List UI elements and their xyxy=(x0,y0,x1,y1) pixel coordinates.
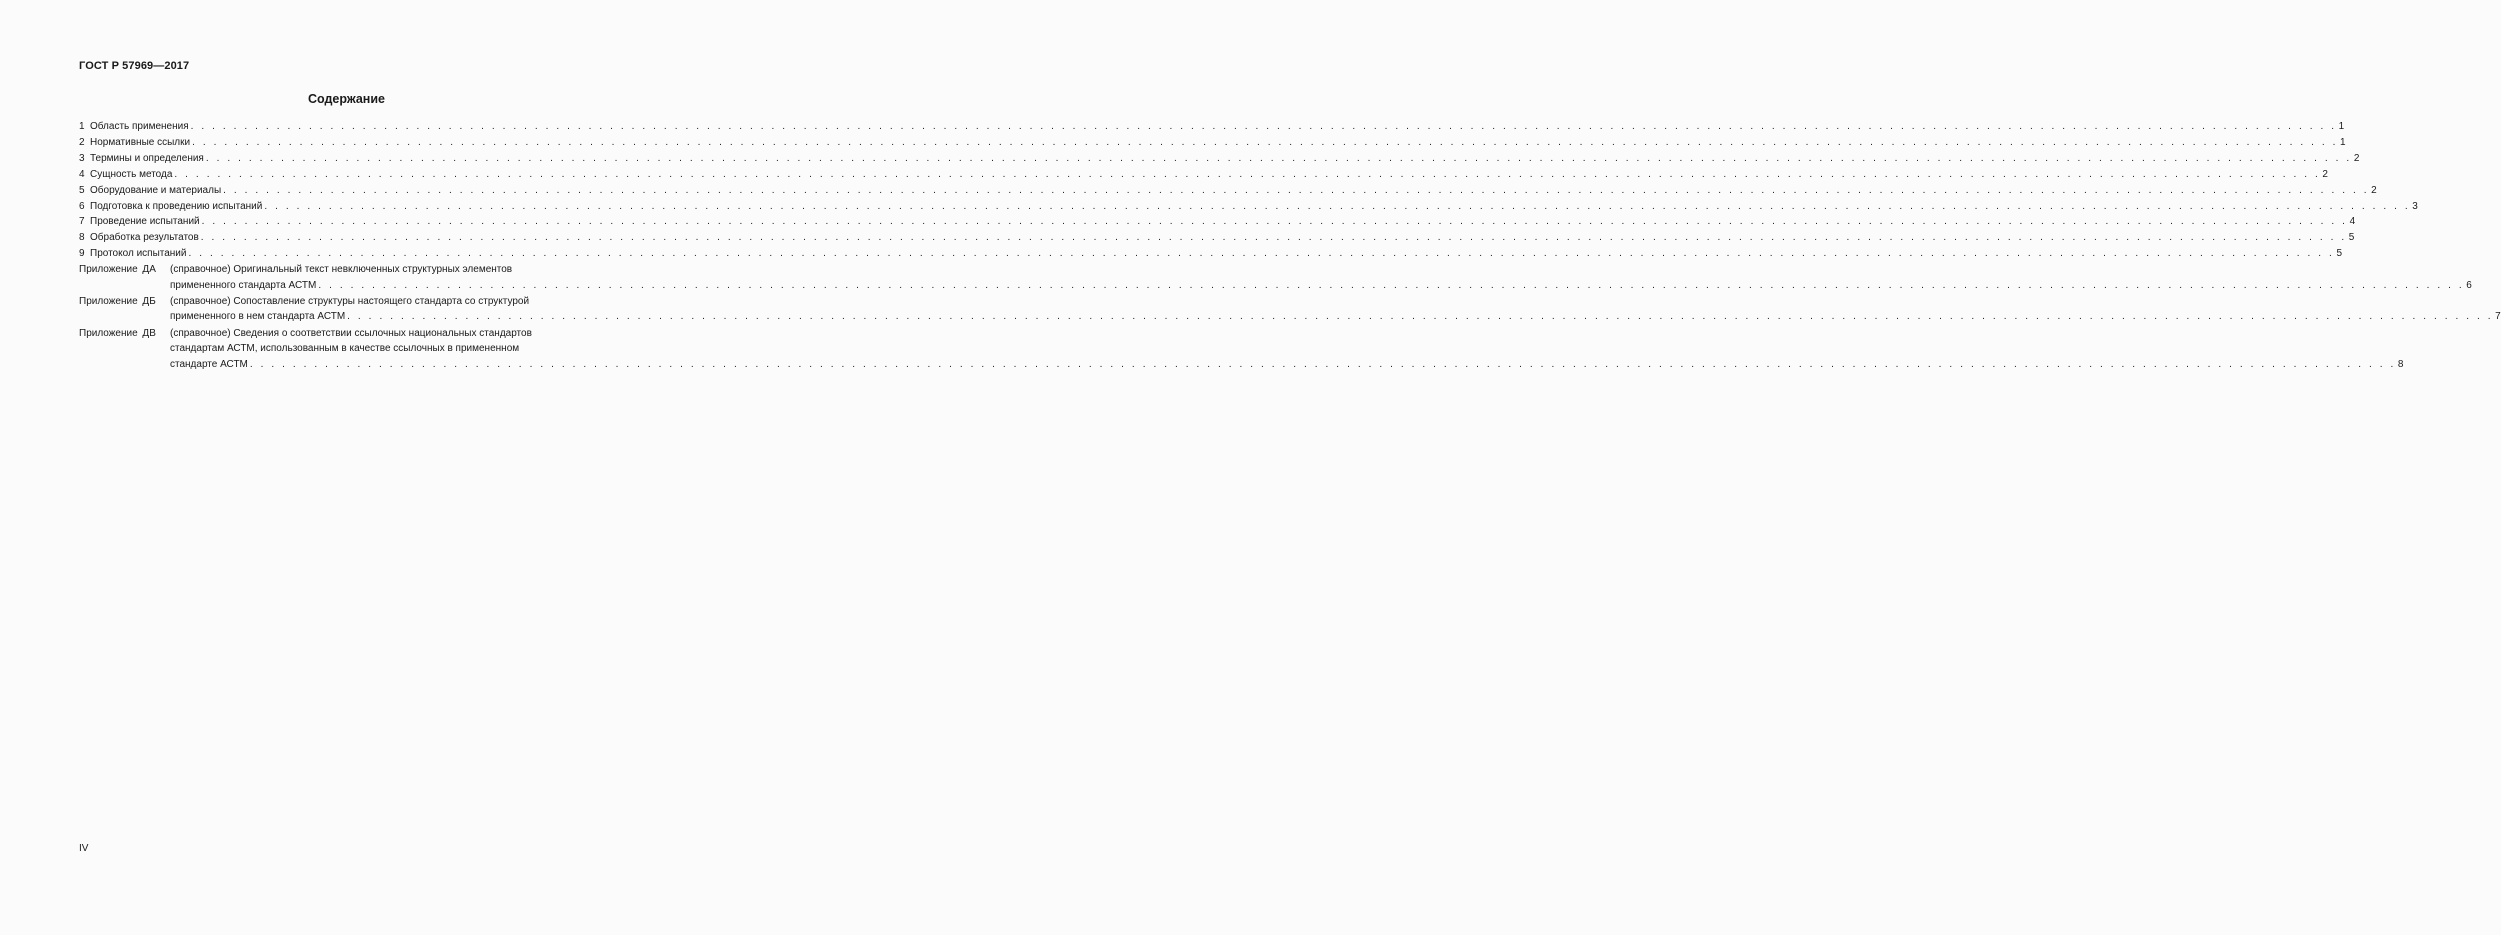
toc-entry-number: 7 xyxy=(79,216,85,228)
appendix-title-line: (справочное) Сведения о соответствии ссылочных национальных стандартов xyxy=(170,327,532,339)
toc-entry-label: Сущность метода xyxy=(90,168,173,180)
dot-leader: . . . . . . . . . . . . . . . . . . . . . . . . . . . . . . . . . . . . . . . . . . . . . . . . . . . . . . . . . . . . . . . . . . . . . . . . . . . . . . . . . . . . . . . . . . . . . . . . . . . . . . . . . . . . . . . . . . . . . . . . . . . . . . . . . . . . . . . . . . . . . . . . . . . . . . . . . . . . . . . . . . . . . . . . . . . . . . . . . . . . . . . . . . . . . . . . . . . . . . . . xyxy=(223,184,2370,196)
toc-title: Содержание xyxy=(307,92,385,106)
dot-leader: . . . . . . . . . . . . . . . . . . . . . . . . . . . . . . . . . . . . . . . . . . . . . . . . . . . . . . . . . . . . . . . . . . . . . . . . . . . . . . . . . . . . . . . . . . . . . . . . . . . . . . . . . . . . . . . . . . . . . . . . . . . . . . . . . . . . . . . . . . . . . . . . . . . . . . . . . . . . . . . . . . . . . . . . . . . . . . . . . . . . . . . . . . . . . . . . . . . . . . . . xyxy=(190,121,2337,132)
page-number: IV xyxy=(79,843,89,854)
toc-entry-label: Обработка результатов xyxy=(90,232,199,244)
dot-leader: . . . . . . . . . . . . . . . . . . . . . . . . . . . . . . . . . . . . . . . . . . . . . . . . . . . . . . . . . . . . . . . . . . . . . . . . . . . . . . . . . . . . . . . . . . . . . . . . . . . . . . . . . . . . . . . . . . . . . . . . . . . . . . . . . . . . . . . . . . . . . . . . . . . . . . . . . . . . . . . . . . . . . . . . . . . . . . . . . . . . . . . . . . . . . . . . . . . . . . . . xyxy=(174,168,2321,180)
toc-entry-label: Область применения xyxy=(90,121,189,132)
toc-entry-number: 9 xyxy=(79,248,85,260)
toc-entry[interactable] xyxy=(79,214,2356,230)
toc-entry-number: 8 xyxy=(79,232,85,244)
toc-appendix-entry[interactable] xyxy=(79,326,2404,373)
toc-entry-label: Оборудование и материалы xyxy=(90,184,222,196)
appendix-title-line: (справочное) Сопоставление структуры настоящего стандарта со структурой xyxy=(170,295,530,307)
dot-leader: . . . . . . . . . . . . . . . . . . . . . . . . . . . . . . . . . . . . . . . . . . . . . . . . . . . . . . . . . . . . . . . . . . . . . . . . . . . . . . . . . . . . . . . . . . . . . . . . . . . . . . . . . . . . . . . . . . . . . . . . . . . . . . . . . . . . . . . . . . . . . . . . . . . . . . . . . . . . . . . . . . . . . . . . . . . . . . . . . . . . . . . . . . . . . . . . . . . . . . . . xyxy=(264,200,2411,212)
toc-entry-label: Протокол испытаний xyxy=(90,248,187,260)
appendix-title-last-line xyxy=(170,357,2404,373)
toc-entry[interactable] xyxy=(79,199,2418,215)
toc-sections xyxy=(79,119,2418,262)
toc-entry-label: Нормативные ссылки xyxy=(90,136,191,148)
toc-entry[interactable] xyxy=(79,151,2360,167)
toc-entry-page: 3 xyxy=(2412,200,2418,212)
dot-leader: . . . . . . . . . . . . . . . . . . . . . . . . . . . . . . . . . . . . . . . . . . . . . . . . . . . . . . . . . . . . . . . . . . . . . . . . . . . . . . . . . . . . . . . . . . . . . . . . . . . . . . . . . . . . . . . . . . . . . . . . . . . . . . . . . . . . . . . . . . . . . . . . . . . . . . . . . . . . . . . . . . . . . . . . . . . . . . . . . . . . . . . . . . . . . . . . . . . . . . . . xyxy=(188,248,2335,260)
toc-entry[interactable] xyxy=(79,230,2355,246)
appendix-label: Приложение ДА xyxy=(79,264,156,276)
dot-leader: . . . . . . . . . . . . . . . . . . . . . . . . . . . . . . . . . . . . . . . . . . . . . . . . . . . . . . . . . . . . . . . . . . . . . . . . . . . . . . . . . . . . . . . . . . . . . . . . . . . . . . . . . . . . . . . . . . . . . . . . . . . . . . . . . . . . . . . . . . . . . . . . . . . . . . . . . . . . . . . . . . . . . . . . . . . . . . . . . . . . . . . . . . . . . . . . . . . . . . . . xyxy=(200,232,2347,244)
toc-appendix-entry[interactable] xyxy=(79,294,2501,325)
toc-entry[interactable] xyxy=(79,167,2328,183)
table-of-contents xyxy=(79,119,2501,372)
toc-entry-label: Подготовка к проведению испытаний xyxy=(90,200,263,212)
appendix-title xyxy=(170,294,2501,325)
toc-entry[interactable] xyxy=(79,135,2346,151)
appendix-label: Приложение ДБ xyxy=(79,295,156,307)
appendix-title-last-line xyxy=(170,309,2501,325)
toc-entry-label: Термины и определения xyxy=(90,152,204,164)
toc-entry-page: 2 xyxy=(2353,152,2360,164)
dot-leader: . . . . . . . . . . . . . . . . . . . . . . . . . . . . . . . . . . . . . . . . . . . . . . . . . . . . . . . . . . . . . . . . . . . . . . . . . . . . . . . . . . . . . . . . . . . . . . . . . . . . . . . . . . . . . . . . . . . . . . . . . . . . . . . . . . . . . . . . . . . . . . . . . . . . . . . . . . . . . . . . . . . . . . . . . . . . . . . . . . . . . . . . . . . . . . . . . . . . . . . . xyxy=(201,216,2348,228)
toc-entry-number: 6 xyxy=(79,200,85,212)
appendix-title-line: стандартам АСТМ, использованным в качестве ссылочных в примененном xyxy=(170,343,520,355)
toc-entry-page: 7 xyxy=(2495,311,2501,323)
appendix-title-line: примененного в нем стандарта АСТМ xyxy=(170,311,346,323)
appendix-title xyxy=(170,326,2404,373)
toc-entry-number: 1 xyxy=(79,121,85,132)
toc-entry[interactable] xyxy=(79,246,2342,262)
toc-entry-page: 6 xyxy=(2466,279,2472,291)
appendix-title xyxy=(170,262,2472,293)
toc-entry-number: 5 xyxy=(79,184,85,196)
toc-entry-page: 5 xyxy=(2336,248,2342,260)
toc-entry[interactable] xyxy=(79,119,2345,135)
dot-leader: . . . . . . . . . . . . . . . . . . . . . . . . . . . . . . . . . . . . . . . . . . . . . . . . . . . . . . . . . . . . . . . . . . . . . . . . . . . . . . . . . . . . . . . . . . . . . . . . . . . . . . . . . . . . . . . . . . . . . . . . . . . . . . . . . . . . . . . . . . . . . . . . . . . . . . . . . . . . . . . . . . . . . . . . . . . . . . . . . . . . . . . . . . . . . . . . . . . . . . . . xyxy=(318,279,2465,291)
dot-leader: . . . . . . . . . . . . . . . . . . . . . . . . . . . . . . . . . . . . . . . . . . . . . . . . . . . . . . . . . . . . . . . . . . . . . . . . . . . . . . . . . . . . . . . . . . . . . . . . . . . . . . . . . . . . . . . . . . . . . . . . . . . . . . . . . . . . . . . . . . . . . . . . . . . . . . . . . . . . . . . . . . . . . . . . . . . . . . . . . . . . . . . . . . . . . . . . . . . . . . . . xyxy=(249,358,2396,370)
dot-leader: . . . . . . . . . . . . . . . . . . . . . . . . . . . . . . . . . . . . . . . . . . . . . . . . . . . . . . . . . . . . . . . . . . . . . . . . . . . . . . . . . . . . . . . . . . . . . . . . . . . . . . . . . . . . . . . . . . . . . . . . . . . . . . . . . . . . . . . . . . . . . . . . . . . . . . . . . . . . . . . . . . . . . . . . . . . . . . . . . . . . . . . . . . . . . . . . . . . . . . . . xyxy=(205,152,2352,164)
toc-entry-page: 4 xyxy=(2349,216,2356,228)
document-code: ГОСТ Р 57969—2017 xyxy=(79,60,190,72)
dot-leader: . . . . . . . . . . . . . . . . . . . . . . . . . . . . . . . . . . . . . . . . . . . . . . . . . . . . . . . . . . . . . . . . . . . . . . . . . . . . . . . . . . . . . . . . . . . . . . . . . . . . . . . . . . . . . . . . . . . . . . . . . . . . . . . . . . . . . . . . . . . . . . . . . . . . . . . . . . . . . . . . . . . . . . . . . . . . . . . . . . . . . . . . . . . . . . . . . . . . . . . . xyxy=(347,311,2494,323)
appendix-title-line: стандарте АСТМ xyxy=(170,358,248,370)
toc-appendix-entry[interactable] xyxy=(79,262,2472,293)
toc-entry-page: 2 xyxy=(2371,184,2377,196)
toc-entry-label: Проведение испытаний xyxy=(90,216,200,228)
toc-entry-page: 5 xyxy=(2348,232,2355,244)
toc-entry-page: 1 xyxy=(2340,136,2346,148)
appendix-title-line: примененного стандарта АСТМ xyxy=(170,279,317,291)
toc-entry-number: 2 xyxy=(79,136,85,148)
appendix-title-last-line xyxy=(170,278,2472,294)
toc-entry-number: 4 xyxy=(79,168,85,180)
toc-entry-page: 1 xyxy=(2338,121,2345,132)
appendix-title-line: (справочное) Оригинальный текст невключенных структурных элементов xyxy=(170,264,513,276)
toc-entry-number: 3 xyxy=(79,152,85,164)
dot-leader: . . . . . . . . . . . . . . . . . . . . . . . . . . . . . . . . . . . . . . . . . . . . . . . . . . . . . . . . . . . . . . . . . . . . . . . . . . . . . . . . . . . . . . . . . . . . . . . . . . . . . . . . . . . . . . . . . . . . . . . . . . . . . . . . . . . . . . . . . . . . . . . . . . . . . . . . . . . . . . . . . . . . . . . . . . . . . . . . . . . . . . . . . . . . . . . . . . . . . . . . xyxy=(192,136,2339,148)
toc-appendices xyxy=(79,262,2501,372)
toc-entry-page: 2 xyxy=(2322,168,2328,180)
toc-entry[interactable] xyxy=(79,183,2377,199)
toc-entry-page: 8 xyxy=(2397,358,2404,370)
appendix-label: Приложение ДВ xyxy=(79,327,156,339)
